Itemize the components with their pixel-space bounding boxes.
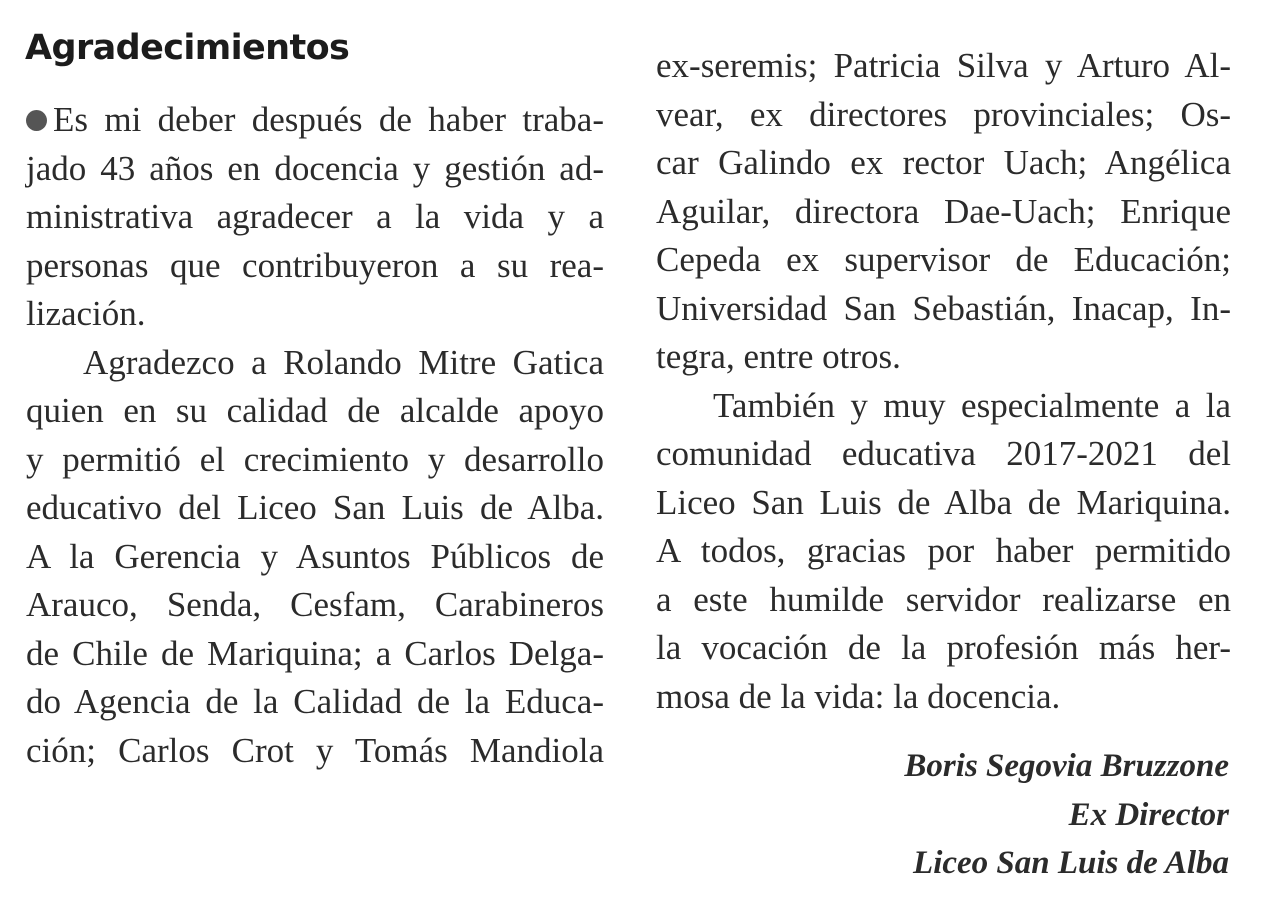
paragraph-line: vear, ex directores provinciales; Os- bbox=[656, 94, 1231, 134]
paragraph-line: ministrativa agradecer a la vida y a bbox=[26, 197, 604, 236]
paragraph-line: Agradezco a Rolando Mitre Gatica bbox=[83, 342, 604, 382]
right-column bbox=[656, 42, 1231, 721]
paragraph-line: Liceo San Luis de Alba de Mariquina. bbox=[656, 482, 1231, 522]
paragraph-line: comunidad educativa 2017-2021 del bbox=[656, 434, 1231, 473]
paragraph-line: Universidad San Sebastián, Inacap, In- bbox=[656, 288, 1231, 328]
signature-institution: Liceo San Luis de Alba bbox=[913, 845, 1229, 881]
paragraph-line: ción; Carlos Crot y Tomás Mandiola bbox=[26, 730, 604, 770]
paragraph-line: car Galindo ex rector Uach; Angélica bbox=[656, 143, 1231, 182]
left-column bbox=[26, 96, 604, 775]
letter-heading: Agradecimientos bbox=[25, 28, 350, 68]
paragraph-line: lización. bbox=[26, 294, 146, 333]
paragraph-line: do Agencia de la Calidad de la Educa- bbox=[26, 682, 604, 721]
paragraph-line: de Chile de Mariquina; a Carlos Delga- bbox=[26, 633, 604, 673]
paragraph-line: y permitió el crecimiento y desarrollo bbox=[26, 439, 604, 479]
paragraph-line: mosa de la vida: la docencia. bbox=[656, 676, 1061, 716]
paragraph-line: tegra, entre otros. bbox=[656, 337, 901, 376]
paragraph-line bbox=[26, 96, 604, 145]
paragraph-line: a este humilde servidor realizarse en bbox=[656, 579, 1231, 619]
paragraph-line: personas que contribuyeron a su rea- bbox=[26, 245, 604, 285]
paragraph-line: la vocación de la profesión más her- bbox=[656, 628, 1231, 667]
signature-name: Boris Segovia Bruzzone bbox=[904, 748, 1229, 784]
paragraph-line: A todos, gracias por haber permitido bbox=[656, 531, 1231, 570]
paragraph-line: Cepeda ex supervisor de Educación; bbox=[656, 240, 1231, 279]
paragraph-line: A la Gerencia y Asuntos Públicos de bbox=[26, 536, 604, 576]
signature-block bbox=[904, 742, 1229, 888]
paragraph-line: También y muy especialmente a la bbox=[713, 385, 1231, 425]
paragraph-line: Aguilar, directora Dae-Uach; Enrique bbox=[656, 191, 1231, 231]
signature-title: Ex Director bbox=[1068, 796, 1229, 833]
paragraph-line: educativo del Liceo San Luis de Alba. bbox=[26, 488, 604, 527]
paragraph-line-text: Es mi deber después de haber traba- bbox=[53, 100, 604, 139]
bullet-icon bbox=[26, 110, 47, 131]
paragraph-line: ex-seremis; Patricia Silva y Arturo Al- bbox=[656, 46, 1231, 85]
paragraph-line: Arauco, Senda, Cesfam, Carabineros bbox=[26, 585, 604, 624]
paragraph-line: jado 43 años en docencia y gestión ad- bbox=[26, 148, 604, 188]
paragraph-line: quien en su calidad de alcalde apoyo bbox=[26, 391, 604, 430]
